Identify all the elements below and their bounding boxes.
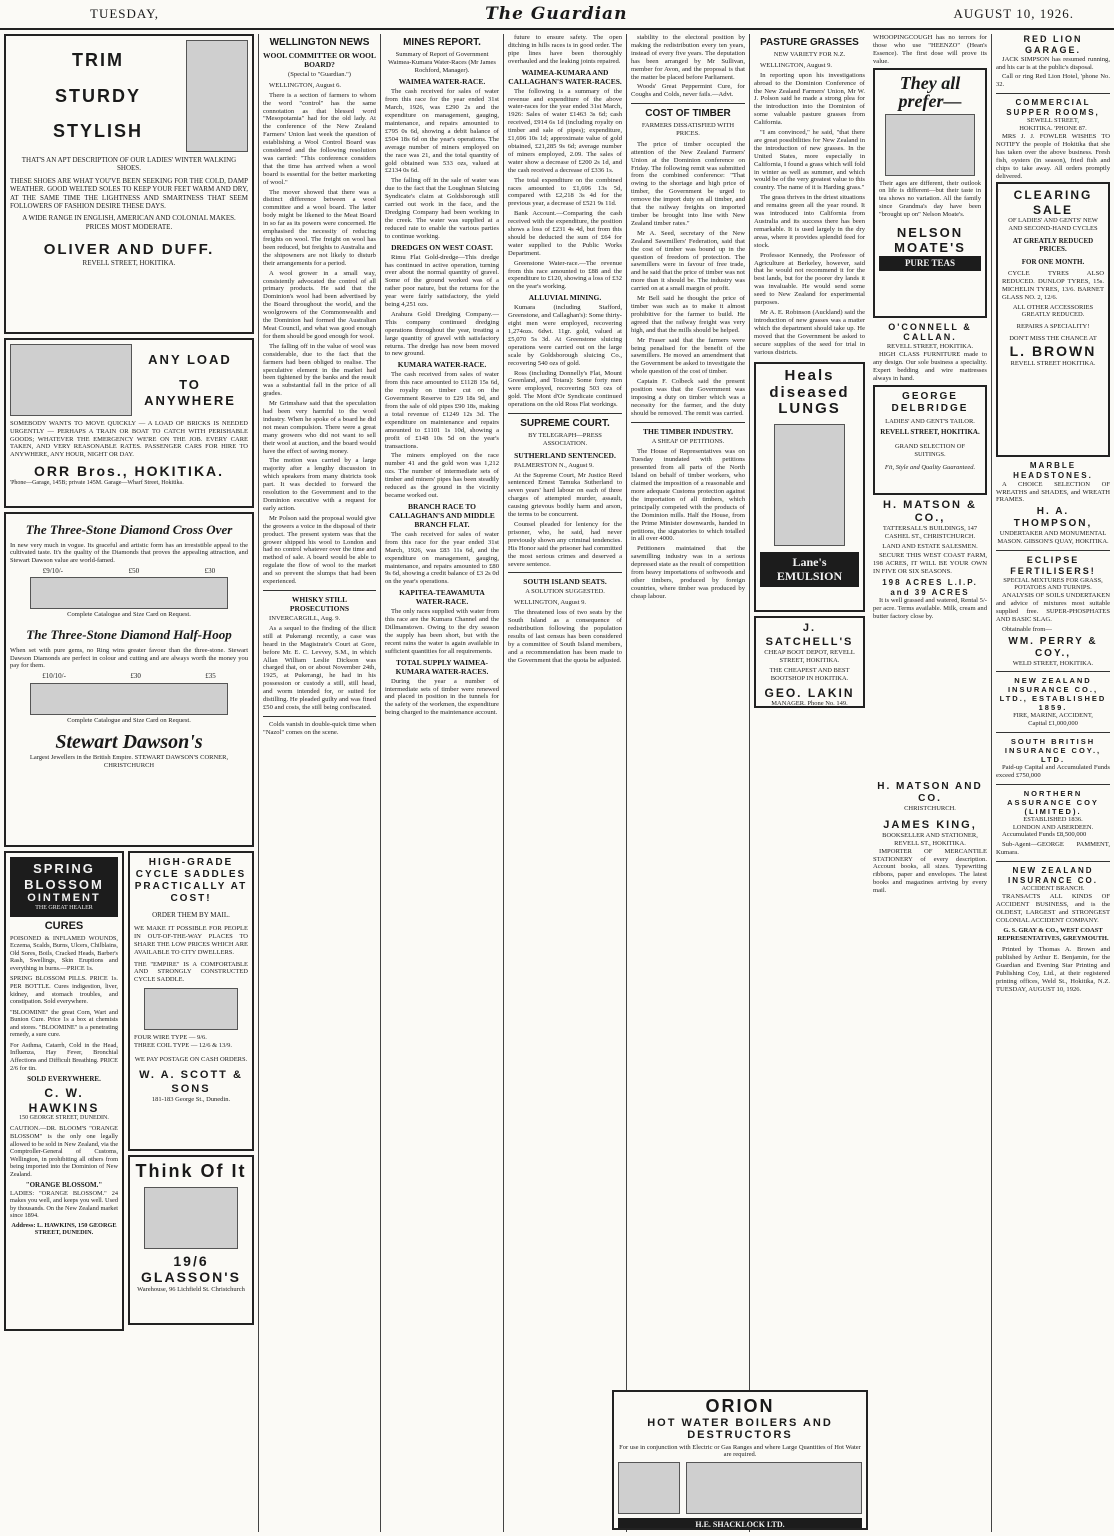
paragraph: The miners employed on the race number 41 and the gold won was 1,212 ozs. The number of intermediate sets of timber and miners' pipes has been steadily reduced as the ground in the vicinity became worked out. [385,452,499,499]
paragraph: Mr Fraser said that the farmers were being penalised for the benefit of the sawmillers. He moved an amendment that the Government be asked to investigate the whole question of the cost of timber. [631,336,745,376]
peppermint-advert: Woods' Great Peppermint Cure, for Coughs and Colds, never fails.—Advt. [631,83,745,99]
fit-style: Fit, Style and Quality Guaranteed. [884,464,976,472]
paragraph: Mr Polson said the proposal would give the growers a voice in the disposal of their product. The present system was that the grower shipped his wool to London and had no control whatever over the time and method of sale. A board would be able to regulate the flow of wool to the market and so prevent the slumps that had been experienced. [263,514,376,586]
cost-of-timber-heading: COST OF TIMBER [645,108,731,120]
column-3-mines-report [380,34,503,1532]
paragraph: The falling off in the sale of water was due to the fact that the Loughnan Sluicing Syndicate's claim at Goldsborough still carried out work in the face, and the Dredging Company had been working in the creek. The water was supplied at a reduced rate to enable the various parties to continue working. [385,177,499,240]
paragraph: Counsel pleaded for leniency for the prisoner, who, he said, had never previously shown any criminal tendencies. His Honor said the prisoner had committed the most serious crimes and deserved a severe sentence. [508,521,622,568]
orion-name: ORION [705,1396,775,1416]
paragraph: Kumara (including Stafford, Greenstone, and Callaghan's): Some thirty-eight men were employed, recovering 1,274ozs. 6dwt. 11gr. gold, valued at £5,070 5s 3d. At Greenstone sluicing operations were carried out on the large scale by Goldsborough sluicing Co., recovering 540 ozs of gold. [508,304,622,367]
masthead-date: AUGUST 10, 1926. [953,6,1074,21]
glassons-ad [128,1155,254,1325]
blossom-heading: BLOSSOM [24,876,104,892]
choice: A CHOICE SELECTION OF WREATHS and SHADES, and WREATH FRAMES. [996,480,1110,504]
ladies-body: LADIES: "ORANGE BLOSSOM." 24 makes you well, and keeps you well. Used by thousands. On the New Zealand market since 1894. [10,1189,118,1220]
imprint: Printed by Thomas A. Brown and published by Arthur E. Benjamin, for the Guardian and Evening Star Printing and Publishing Coy, Ltd., at their registered printing offices, Weld St., Hokitika, N.Z. TUESDAY, AUGUST 10, 1926. [996,946,1110,993]
trim-range: A WIDE RANGE IN ENGLISH, AMERICAN AND COLONIAL MAKES. PRICES MOST MODERATE. [22,214,236,231]
divider [263,590,376,591]
paragraph: During the year a number of intermediate sets of timber were renewed and placed in position in the tunnels for the safety of the workmen, the expenditure being charged to the maintenance account. [385,677,499,717]
accumulated: Accumulated Funds £8,500,000 [1002,831,1087,839]
tailor: LADIES' AND GENT'S TAILOR. [885,417,975,425]
orion-sub: For use in conjunction with Electric or Gas Ranges and where Large Quantities of Hot Water are required. [619,1444,861,1458]
special-mixtures: SPECIAL MIXTURES FOR GRASS, POTATOES AND TURNIPS. [1003,576,1103,592]
orion-boilers-ad [612,1390,868,1530]
divider [508,413,622,414]
brown-name: L. BROWN [1009,342,1097,359]
paragraph: At the Supreme Court, Mr Justice Reed sentenced Ernest Tamuka Sutherland to seven years' hard labour on each of three charges of attempted murder, assault, causing grievous bodily harm and arson, the terms to be concurrent. [508,471,622,519]
matson-name: H. MATSON & CO., [883,498,977,524]
brown-address: REVELL STREET HOKITIKA. [1010,359,1096,367]
divider [631,103,745,104]
hokitika-phone: HOKITIKA. 'PHONE 87. [1019,125,1087,133]
order-by-mail: ORDER THEM BY MAIL. [152,911,230,919]
diamond-hoop-title: The Three-Stone Diamond Half-Hoop [26,627,232,643]
trim-body: THESE SHOES ARE WHAT YOU'VE BEEN SEEKING FOR THE COLD, DAMP WEATHER. GOOD WELTED SOLES TO KEEP YOUR FEET WARM AND DRY, AT THE SAME TIME THE LIGHTNESS AND SMARTNESS THAT SEEM FOLLOWERS OF FASHION DESIRE THESE DAYS. [10,176,248,210]
acres-heading: 198 ACRES L.I.P. and 39 ACRES [882,578,978,597]
diamond-cross-body: In new very much in vogue. Its graceful and artistic form has an irresistible appeal to the cultivated taste. It's the quality of the Diamonds that proves the appealing attraction, and Stewart Dawson value are world-famed. [10,541,248,565]
sold-everywhere: SOLD EVERYWHERE. [27,1075,101,1084]
paragraph: "I am convinced," he said, "that there are great possibilities for New Zealand in the introduction of new grasses. In the United States, more especially in California, I found a grass which will fold in winter as well as summer, and which would be of the very greatest value to this country. The name of it is Harding grass." [754,129,865,192]
divider [263,716,376,717]
spring-blossom-banner [10,857,118,917]
paragraph: Petitioners maintained that the sawmilling industry was in a serious depressed state as the result of competition from heavy importations of softwoods and other timbers, produced by foreign countries, where timber was produced by cheap labour. [631,545,745,600]
paragraph: The cash received for sales of water from this race for the year ended 31st March, 1926, was £290 2s and the expenditure on management, gauging, maintenance, and repairs amounted to £795 0s 6d, showing a debit balance of £504 18s 6d on the year's operations. The average number of miners employed on the race was 21, and the total quantity of gold obtained was 533 ozs, valued at £2134 0s 6d. [385,88,499,175]
satchell-sub: CHEAP BOOT DEPOT, REVELL STREET, HOKITIKA. [764,648,855,664]
sub-agent: Sub-Agent—GEORGE PAMMENT, Kumara. [996,841,1110,857]
paragraph: The price of timber occupied the attention of the New Zealand Farmers' Union at the Dominion conference on Friday. The following remit was submitted from the combined conference: "That owing to the shortage and high price of timber, the Government be urged to remove the import duty on all timber, and that the railway freights on imported timber be brought into line with New Zealand timber rates." [631,140,745,227]
scott-name: W. A. SCOTT & SONS [139,1069,243,1095]
price: £30 [130,672,141,681]
divider [996,671,1110,672]
wellington-heading: WELLINGTON NEWS [269,37,370,48]
paragraph: The only races supplied with water from this race are the Kumara Channel and the Dillmanstown. Owing to the dry season the supply has been short, but with the recent rains the water is again available in sufficient quantities for all requirements. [385,608,499,655]
paragraph: Captain F. Colbeck said the present position was that the Government was imposing a duty on timber which was a necessity for the farmer, and the duty should be removed. The remit was carried. [631,378,745,417]
cures-heading: CURES [44,919,84,932]
caution-body: CAUTION.—DR. BLOOM'S "ORANGE BLOSSOM" is the only one legally allowed to be sold in New Zealand, via the Comptroller-General of Customs, Wellington, in prohibiting all others from being imported into the Dominion of New Zealand. [10,1125,118,1178]
prefer-body: Their ages are different, their outlook on life is different—but their taste in tea shows no variation. All the family since Grandma's day have been "brought up on" Nelson Moate's. [879,179,981,218]
paid-up: Paid-up Capital and Accumulated Funds exceed £750,000 [996,764,1110,779]
kapitea-heading: KAPITEA-TEAWAMUTA WATER-RACE. [399,588,485,607]
pills-body: SPRING BLOSSOM PILLS. PRICE 1s. PER BOTTLE. Cures indigestion, liver, kidney, and stomach troubles, and constipation. Sold everywhere. [10,975,118,1006]
christchurch: CHRISTCHURCH. [904,805,956,813]
paragraph: The total expenditure on the combined races amounted to £1,696 13s 5d, compared with £2,218 3s 4d for the previous year, a decrease of £521 9s 11d. [508,176,622,208]
dateline: INVERCARGILL, Aug. 9. [269,614,341,622]
satchell-name: J. SATCHELL'S [765,622,854,648]
saddles-heading: HIGH-GRADE CYCLE SADDLES PRACTICALLY AT COST! [134,857,248,904]
saddle-illustration [144,988,238,1030]
nz-insurance-heading-2: NEW ZEALAND INSURANCE CO. [1007,866,1098,885]
paragraph: Mr A. E. Robinson (Auckland) said the introduction of new grasses was a matter which the department should take up. He moved that the Government be asked to secure supplies of the seed for trial in various districts. [754,308,865,356]
paragraph: Mr Grimshaw said that the speculation had been very harmful to the wool industry. When he spoke of a board he did not mean compulsion. There were a great many growers who did not want to sell their wool at auction, and the board would have the effect of saving money. [263,400,376,455]
delbridge-address: REVELL STREET, HOKITIKA. [880,428,980,437]
dredges-heading: DREDGES ON WEST COAST. [391,242,493,252]
established: ESTABLISHED 1836. [1023,815,1083,823]
capital: Capital £1,000,000 [1028,720,1078,728]
lady-illustration [186,40,248,152]
paragraph: The following is a summary of the revenue and expenditure of the above water-races for the year ended 31st March, 1926: Sales of water £1463 3s 6d; cash received, £914 6s 1d (including royalty on timber and sale of pipes); expenditure, £1,696 10s 1d; approximate value of gold obtained, £21,285 9s 6d; average number of miners employed, 2.09. The sales of water show a decrease of £200 2s 1d, and the cash received a decrease of £336 1s. [508,87,622,174]
trim-desc: THAT'S AN APT DESCRIPTION OF OUR LADIES' WINTER WALKING SHOES. [21,156,237,173]
sturdy-heading: STURDY [54,85,141,106]
orange-blossom: "ORANGE BLOSSOM." [25,1181,103,1190]
delbridge-ad [873,385,987,495]
variety-subheading: NEW VARIETY FOR N.Z. [773,51,846,58]
alluvial-heading: ALLUVIAL MINING. [528,293,602,303]
rings-illustration [30,577,228,609]
south-island-heading: SOUTH ISLAND SEATS. [523,577,607,587]
whisky-heading: WHISKY STILL PROSECUTIONS [289,594,350,613]
trim-heading: TRIM [72,50,124,70]
paragraph: The mover showed that there was a distinct difference between a wool committee and a wool board. The latter body might be likened to the Meat Board in so far as its powers were concerned. He emphasised the necessity of reducing freights on wool. The freight on wool has been reduced, but freights to Australia and the shipowners are not likely to disturb their arrangements for a period. [263,188,376,267]
heals-heading: Heals diseased LUNGS [769,367,850,418]
ointment-heading: OINTMENT [27,892,101,905]
paragraph: The cash received from sales of water from this race amounted to £1128 15s 6d, the royalty on timber cut on the Government Reserve to £29 18s 9d, and from the sale of old pipes £90 18s, making a total revenue of £1249 12s 3d. The expenditure on maintenance and repairs amounted to £1101 1s 10d, showing a profit of £148 10s 5d on the year's transactions. [385,371,499,450]
paragraph: The cash received for sales of water from this race for the year ended 31st March, 1926, was £83 11s 6d, and the expenditure on management, gauging, maintenance, and repairs amounted to £80 9s 6d, showing a credit balance of £3 2s 0d on the year's operations. [385,530,499,586]
nz-insurance-heading: NEW ZEALAND INSURANCE CO., LTD., ESTABLISHED 1859. [999,676,1107,713]
total-heading: TOTAL SUPPLY WAIMEA-KUMARA WATER-RACES. [395,657,489,676]
paragraph: The grass thrives in the driest situations and remains green all the year round. It was introduced into California from Australia and its success there has been remarkable. It is used largely in the dry areas, where it provides splendid feed for stock. [754,194,865,249]
satchell-ad [754,616,865,708]
faces-illustration [885,114,975,176]
oliver-duff: OLIVER AND DUFF. [43,241,215,259]
lakin-name: GEO. LAKIN [764,685,855,700]
waimea-kumara-heading: WAIMEA-KUMARA AND CALLAGHAN'S WATER-RACES. [508,67,622,86]
scott-address: 181-183 George St., Dunedin. [151,1095,231,1103]
nazol-advert: Colds vanish in double-quick time when "Nazol" comes on the scene. [263,720,376,736]
paragraph: Bank Account.—Comparing the cash received with the expenditure, the position shows a loss of £231 4s 4d, but from this should be deducted the sum of £64 for water supplied to the Public Works Department. [508,210,622,257]
red-lion-heading: RED LION GARAGE. [1023,34,1083,55]
bloomine-body: "BLOOMINE" the great Corn, Wart and Bunion Cure. Price 1s a box at chemists and stores. "BLOOMINE" is a penetrating remedy, a sure cure. [10,1008,118,1039]
pure-teas: PURE TEAS [879,256,981,271]
solution-subheading: A SOLUTION SUGGESTED. [525,588,605,596]
paragraph: Ross (including Donnelly's Flat, Mount Greenland, and Totara): Some forty men were employed, recovering 503 ozs of gold. The Mont d'Or Syndicate continued operations on the old Ross Flat workings. [508,369,622,409]
matson-name-2: H. MATSON AND CO. [877,781,983,805]
dateline: WELLINGTON, August 6. [269,81,342,89]
lanes-name: Lane's EMULSION [760,552,859,587]
nelson-moate-ad [873,68,987,318]
divider [996,861,1110,862]
paragraph: Mr Bell said he thought the price of timber was such as to make it almost prohibitive for the farmer to build. He agreed that the railway freight was very high, and that the mills should be helped. [631,295,745,334]
price: £50 [128,566,140,575]
waimea-heading: WAIMEA WATER-RACE. [398,77,486,87]
glassons-name: GLASSON'S [141,1269,241,1286]
coat-illustration [144,1187,238,1249]
kumara-heading: KUMARA WATER-RACE. [397,360,487,370]
destructor-illustration [686,1462,862,1514]
masthead-title: The Guardian [485,4,628,24]
special-note: (Special to "Guardian.") [288,71,351,78]
hawkins-final-address: Address: L. HAWKINS, 150 GEORGE STREET, DUNEDIN. [11,1221,117,1237]
column-1-ads [0,34,258,1532]
diamond-hoop-prices [10,672,248,680]
paragraph: Mr A. Seed, secretary of the New Zealand Sawmillers' Federation, said that the cost of timber was bound up in the question of freedom of protection. The sawmillers were in favour of free trade, and he said that the price of timber was not more than it should be. The industry was carried on at a small margin of profit. [631,229,745,293]
commercial-heading: COMMERCIAL SUPPER ROOMS, [1006,98,1100,117]
farmers-subheading: FARMERS DISSATISFIED WITH PRICES. [641,122,735,138]
secure-farm: SECURE THIS WEST COAST FARM, 198 ACRES, IT WILL BE YOUR OWN IN FIVE OR SIX SEASONS. [873,552,987,576]
telegraph-note: BY TELEGRAPH—PRESS ASSOCIATION. [528,432,602,447]
divider [631,422,745,423]
spring-blossom-ad [4,851,124,1331]
stewart-dawson-sub: Largest Jewellers in the British Empire. STEWART DAWSON'S CORNER, CHRISTCHURCH [29,754,229,770]
clearing-heading: CLEARING SALE [1013,188,1093,217]
cycle-saddles-ad [128,851,254,1151]
think-price: 19/6 [173,1252,209,1269]
furniture-advert: HIGH CLASS FURNITURE made to any design. Our sole business a speciality. Expert bedding and wire mattresses always in hand. [873,351,987,382]
diamond-cross-prices [10,567,248,575]
hawkins-address: 150 GEORGE STREET, DUNEDIN. [19,1115,109,1122]
perry-address: WELD STREET, HOKITIKA. [1012,659,1094,667]
column-8-ads [991,34,1114,1532]
perry-name: WM. PERRY & COY., [1008,635,1098,659]
analysis: ANALYSIS OF SOILS UNDERTAKEN and advice of mixtures most suitable supplied free. SUPER-PHOSPHATES AND BASIC SLAG. [996,592,1110,623]
spring-heading: SPRING [33,861,95,876]
gray-co: G. S. GRAY & CO., WEST COAST REPRESENTATIVES, GREYMOUTH. [997,926,1109,942]
hawkins-name: C. W. HAWKINS [28,1086,100,1115]
four-wire: FOUR WIRE TYPE — 9/6. [134,1033,207,1041]
fire-marine: FIRE, MARINE, ACCIDENT, [1013,712,1093,720]
importer: IMPORTER OF MERCANTILE STATIONERY of every description. Account books, all sizes. Typewriting ribbons, paper and envelopes. The latest books and magazines arriving by every mail. [873,847,987,895]
paragraph: Greenstone Water-race.—The revenue from this race amounted to £88 and the expenditure to £120, showing a loss of £32 on the year's working. [508,259,622,291]
paragraph: A wool grower in a small way, consistently advocated the control of all primary products. He said that the Dominion's wool had been advertised by the Board throughout the world, and the woolgrowers of the Commonwealth and the Dominion had formed the Australian Meat Council, and what was good enough for them should be good enough for wool. [263,269,376,340]
dateline: WELLINGTON, August 9. [514,599,587,607]
oliver-address: REVELL STREET, HOKITIKA. [82,259,176,268]
orr-name: ORR Bros., HOKITIKA. [33,462,225,479]
glassons-address: Warehouse, 96 Lichfield St. Christchurch [137,1286,245,1294]
marble-heading: MARBLE HEADSTONES. [1013,461,1093,481]
accident-branch: ACCIDENT BRANCH. [1021,885,1085,893]
price: £30 [204,566,216,575]
price: £35 [205,672,216,681]
eclipse-heading: ECLIPSE FERTILISERS! [1010,554,1096,576]
clearing-sale-ad [996,182,1110,457]
saddles-make: WE MAKE IT POSSIBLE FOR PEOPLE IN OUT-OF-THE-WAY PLACES TO SHARE THE LOW PRICES WHICH ARE AVAILABLE TO CITY DWELLERS. [134,925,248,956]
stewart-dawson-ad [4,512,254,847]
shacklock-name: H.E. SHACKLOCK LTD. [618,1518,862,1530]
divider [996,732,1110,733]
column-7-ads [869,34,991,1532]
branch-heading: BRANCH RACE TO CALLAGHAN'S AND MIDDLE BRANCH FLAT. [389,501,495,529]
diamond-cross-title: The Three-Stone Diamond Cross Over [25,522,233,537]
divider [996,93,1110,94]
pasture-heading: PASTURE GRASSES [760,37,859,48]
northern-heading: NORTHERN ASSURANCE COY (LIMITED). [1007,788,1099,816]
fowler: MRS J. J. FOWLER WISHES TO NOTIFY the people of Hokitika that she has taken over the above business. Fresh fish, oysters (in season), fried fish and chips to take away. All orders promptly delivered. [996,133,1110,180]
land-salesmen: LAND AND ESTATE SALESMEN. [882,542,978,550]
wool-subheading: WOOL COMMITTEE OR WOOL BOARD? [263,51,377,69]
stylish-heading: STYLISH [52,121,143,142]
price: £9/10/- [42,566,64,575]
south-british-heading: SOUTH BRITISH INSURANCE COY., LTD. [1004,737,1102,765]
divider [508,572,622,573]
asthma-body: For Asthma, Catarrh, Cold in the Head, Influenza, Hay Fever, Bronchial Affections and Difficult Breathing. PRICE 2/6 for tin. [10,1041,118,1072]
obtainable: Obtainable from— [1002,625,1052,633]
oconnell-address: REVELL STREET, HOKITIKA. [886,343,974,351]
call: Call or ring Red Lion Hotel, 'phone No. 32. [996,73,1110,89]
any-load: ANY LOAD [148,351,232,367]
dateline: PALMERSTON N., August 9. [514,461,594,469]
oconnell-name: O'CONNELL & CALLAN. [888,321,972,343]
orr-bros-ad [4,338,254,508]
truck-illustration [10,344,132,416]
paragraph: The House of Representatives was on Tuesday inundated with petitions presented from all parts of the North Island on behalf of timber workers, who claimed the imposition of a reasonable and more adequate Customs protection against the importation of all timbers, which principally competed with the products of the Dominion mills. Half the House, from the Prime Minister downwards, handed in petitions, the signatories to which totalled in all over 4000. [631,448,745,543]
greatly: AT GREATLY REDUCED PRICES. [1012,236,1094,254]
think-heading: Think Of It [135,1161,247,1181]
paragraph: The motion was carried by a large majority after a lengthy discussion in which speakers from many districts took part. It was decided to forward the resolution to the Government and to the Dominion executive with a request for early action. [263,457,376,512]
sewell: SEWELL STREET, [1027,117,1079,125]
healer-heading: THE GREAT HEALER [35,905,93,912]
one-month: FOR ONE MONTH. [1021,257,1085,266]
paragraph: future to ensure safety. The open ditching in hills races is in good order. The pipe lines have been thoroughly overhauled and the leaking joints repaired. [508,34,622,65]
nelson-moate-name: NELSON MOATE'S [894,224,966,256]
supreme-court-heading: SUPREME COURT. [520,418,610,430]
tyres: CYCLE TYRES ALSO REDUCED. DUNLOP TYRES, 15s. MICHELIN TYRES, 13/6. BARNET GLASS NO. 2, 12/6. [1002,269,1104,301]
king-name: JAMES KING, [883,818,977,831]
sutherland-heading: SUTHERLAND SENTENCED. [514,450,616,460]
timber-industry-heading: THE TIMBER INDUSTRY. [643,426,733,436]
whooping-advert: WHOOPINGCOUGH has no terrors for those who use "HEENZO" (Hean's Essence). The first dose will prove its value. [873,34,987,65]
diamond-hoop-note: Complete Catalogue and Size Card on Request. [67,716,191,724]
they-prefer: They all prefer— [898,72,962,111]
paragraph: As a sequel to the finding of the illicit still at Pukerangi recently, a case was heard in the Magistrate's Court at Gore, before Mr. E. C. Levvey, S.M., in which Allan William Leslie Dickson was charged that, on or about November 24th, 1925, at Pukerangi, he had in his possession or custody a still, still head, and worm intended for, or suited for distilling. He pleaded guilty and was fined £50 and costs, the still being confiscated. [263,624,376,711]
saddles-empire: THE "EMPIRE" IS A COMFORTABLE AND STRONGLY CONSTRUCTED CYCLE SADDLE. [134,960,248,984]
accessories: ALL OTHER ACCESSORIES GREATLY REDUCED. [1012,303,1094,319]
sheaf-subheading: A SHEAF OF PETITIONS. [651,437,725,445]
thompson-name: H. A. THOMPSON, [1013,506,1093,530]
manager: MANAGER. Phone No. 149. [771,700,848,708]
price: £10/10/- [42,672,66,681]
masthead [0,0,1114,30]
dont-miss: DON'T MISS THE CHANCE AT [1009,335,1097,342]
three-coil: THREE COIL TYPE — 12/6 & 13/9. [134,1041,233,1049]
dateline: WELLINGTON, August 9. [760,61,833,69]
delbridge-name: GEORGE DELBRIDGE [891,390,969,414]
column-4-mines-court [503,34,626,1532]
paragraph: Rimu Flat Gold-dredge—This dredge has continued in active operation, turning over about the normal quantity of gravel. Some of the ground worked was of a rather poor nature, but the returns for the year were fairly satisfactory, the yield being 4,251 ozs. [385,253,499,309]
paragraph: Arahura Gold Dredging Company.—This company continued dredging operations throughout the year, treating a large quantity of gravel with satisfactory returns. The dredge has now been moved to new ground. [385,310,499,358]
boiler-illustration [618,1462,680,1514]
matson-body: It is well grassed and watered, Rental 5/- per acre. Terms available. Milk, cream and butter factory close by. [873,597,987,621]
undertaker: UNDERTAKER AND MONUMENTAL MASON. GIBSON'S QUAY, HOKITIKA. [997,530,1109,546]
matson-sub: TATTERSALL'S BUILDINGS, 147 CASHEL ST., CHRISTCHURCH. [882,525,978,540]
postage: WE PAY POSTAGE ON CASH ORDERS. [134,1055,248,1063]
cures-body: POISONED & INFLAMED WOUNDS, Eczema, Scalds, Burns, Ulcers, Chilblains, Old Sores, Boils, Cracked Heads, Barber's Rash, Swellings, Skin Eruptions and everything in burns.—PRICE 1s. [10,934,118,972]
paragraph: The falling off in the value of wool was considerable, due to the fact that the farmers had been obliged to realise. The speculative element in the market had been tightened by the banks and the result was a substantial fall in the price of all grades. [263,342,376,398]
orr-body: SOMEBODY WANTS TO MOVE QUICKLY — A LOAD OF BRICKS IS NEEDED URGENTLY — PERHAPS A TRAIN OR BOAT TO CATCH WITH PERISHABLE GOODS; WHATEVER THE EMERGENCY WE'RE ON THE JOB. EVERY CARE TAKEN, AND VERY REASONABLE RATES. PASSENGER CARS FOR HIRE TO ANYWHERE, ANY HOUR, NIGHT OR DAY. [10,420,248,459]
diamond-hoop-body: When set with pure gems, no Ring wins greater favour than the three-stone. Stewart Dawson Diamonds are perfect in colour and cutting and are always worth the money you pay for them. [10,646,248,670]
clearing-sub: OF LADIES' AND GENTS' NEW AND SECOND-HAND CYCLES [1008,217,1098,233]
masthead-day: TUESDAY, [90,6,160,21]
mines-heading: MINES REPORT. [403,37,481,48]
mines-subheading: Summary of Report of Government Waimea-Kumara Water-Races (Mr James Rochford, Manager). [388,51,496,74]
column-2-wellington-news [258,34,380,1532]
london: LONDON AND ABERDEEN. [1012,823,1094,831]
trim-shoes-ad [4,34,254,334]
orion-title: HOT WATER BOILERS AND DESTRUCTORS [647,1417,833,1441]
cheapest: THE CHEAPEST AND BEST BOOTSHOP IN HOKITIKA. [769,667,850,683]
paragraph: Professor Kennedy, the Professor of Agriculture at Berkeley, however, said that he would not recommend it for the best lands, but for the poorer dry lands it was invaluable. He would send some seed to New Zealand for experimental purposes. [754,251,865,307]
lanes-emulsion-ad [754,362,865,612]
column-6-pasture [749,34,869,1532]
divider [996,550,1110,551]
paragraph: The threatened loss of two seats by the South Island as a consequence of redistribution following the population results of last census has been considered by a committee of South Island members, and a recommendation has been made to the Government that the quota be adjusted. [508,609,622,664]
paragraph: stability to the electoral position by making the redistribution every ten years, instead of every five years. The deputation has been arranged by Mr Sullivan, member for Avon, and the proposal is that the matter be placed before Parliament. [631,34,745,81]
column-5-timber [626,34,749,1532]
paragraph: In reporting upon his investigations abroad to the Dominion Conference of the New Zealand Farmers' Union, Mr W. J. Polson said he made a strong plea for the introduction into the Dominion of some valuable pasture grasses from California. [754,71,865,127]
simpson: JACK SIMPSON has resumed running, and his car is at the public's disposal. [996,55,1110,71]
transacts: TRANSACTS ALL KINDS OF ACCIDENT BUSINESS, and is the OLDEST, LARGEST and STRONGEST COLONIAL ACCIDENT COMPANY. [996,893,1110,924]
to-anywhere: TO ANYWHERE [144,377,236,408]
suitings: GRAND SELECTION OF SUITINGS. [894,442,966,458]
repairs: REPAIRS A SPECIALITY! [1016,323,1090,331]
diamond-cross-note: Complete Catalogue and Size Card on Request. [67,611,191,619]
bookseller: BOOKSELLER AND STATIONER, [882,832,978,840]
paragraph: There is a section of farmers to whom the word "control" has the same connotation as that blessed word "Mesopotamia" had for the old lady. At the conference of the New Zealand Farmers' Union last week the question of establishing a Wool Control Board was considered and the following resolution was carried: "This conference considers that the time has arrived when a wool board is essential for the better marketing of wool." [263,91,376,186]
king-address: REVELL ST., HOKITIKA. [894,839,966,847]
rings-illustration [30,683,228,715]
bottle-illustration [774,424,845,546]
stewart-dawson-name: Stewart Dawson's [55,731,203,754]
divider [996,784,1110,785]
orr-phone: 'Phone—Garage, 145B; private 145M. Garage—Wharf Street, Hokitika. [10,479,184,486]
